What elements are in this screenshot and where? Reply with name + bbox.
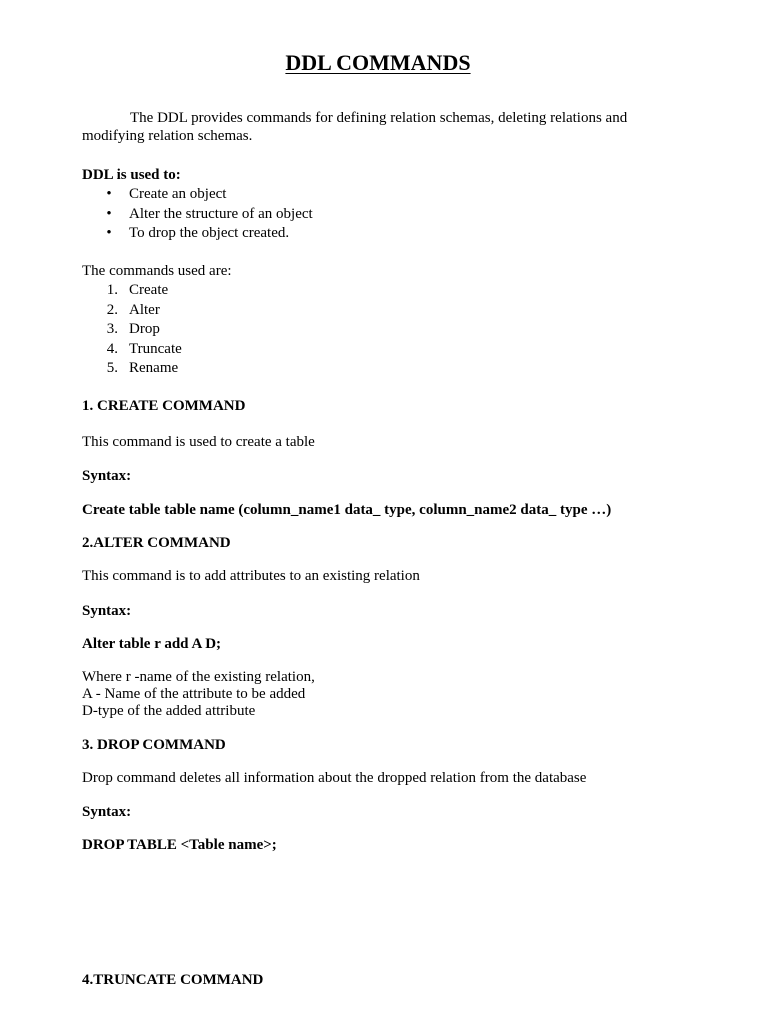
used-to-heading: DDL is used to: [82, 167, 181, 183]
list-item [82, 205, 313, 225]
create-description: This command is used to create a table [82, 434, 315, 450]
list-item-text: Truncate [129, 340, 182, 357]
create-heading: 1. CREATE COMMAND [82, 398, 246, 414]
list-item [82, 301, 182, 321]
commands-used-list [82, 281, 182, 379]
alter-description: This command is to add attributes to an existing relation [82, 568, 420, 584]
alter-syntax: Alter table r add A D; [82, 636, 222, 652]
intro-paragraph [82, 109, 682, 145]
list-number: 4. [106, 340, 118, 357]
list-item-text: Alter [129, 301, 160, 318]
list-item-text: Drop [129, 321, 160, 337]
list-item [82, 281, 182, 301]
page-title: DDL COMMANDS [285, 50, 471, 75]
list-item [82, 320, 182, 340]
list-item [82, 185, 313, 205]
commands-used-heading: The commands used are: [82, 263, 232, 279]
drop-syntax: DROP TABLE <Table name>; [82, 837, 277, 853]
list-item-text: Rename [129, 360, 179, 376]
create-syntax-label: Syntax: [82, 468, 132, 484]
create-syntax: Create table table name (column_name1 data_ type, column_name2 data_ type …) [82, 502, 612, 518]
used-to-list [82, 185, 313, 244]
list-item-text: Alter the structure of an object [129, 205, 313, 222]
list-number: 1. [106, 282, 118, 298]
intro-text: The DDL provides commands for defining relation schemas, deleting relations and modifying relation schemas. [82, 110, 628, 144]
list-item [82, 340, 182, 360]
bullet-icon: • [106, 225, 112, 241]
alter-where-line: A - Name of the attribute to be added [82, 686, 306, 702]
list-item [82, 359, 182, 379]
list-item-text: To drop the object created. [129, 225, 290, 241]
list-number: 2. [106, 301, 118, 318]
drop-description: Drop command deletes all information about the dropped relation from the database [82, 770, 587, 786]
truncate-heading: 4.TRUNCATE COMMAND [82, 972, 264, 988]
bullet-icon: • [106, 186, 112, 202]
drop-heading: 3. DROP COMMAND [82, 737, 226, 753]
list-item [82, 224, 313, 244]
alter-heading: 2.ALTER COMMAND [82, 535, 231, 551]
alter-syntax-label: Syntax: [82, 603, 132, 619]
list-item-text: Create [129, 282, 169, 298]
bullet-icon: • [106, 205, 112, 222]
list-item-text: Create an object [129, 186, 227, 202]
alter-where-line: D-type of the added attribute [82, 703, 256, 719]
list-number: 3. [106, 321, 118, 337]
drop-syntax-label: Syntax: [82, 804, 132, 820]
list-number: 5. [106, 360, 118, 376]
alter-where-line: Where r -name of the existing relation, [82, 669, 315, 685]
